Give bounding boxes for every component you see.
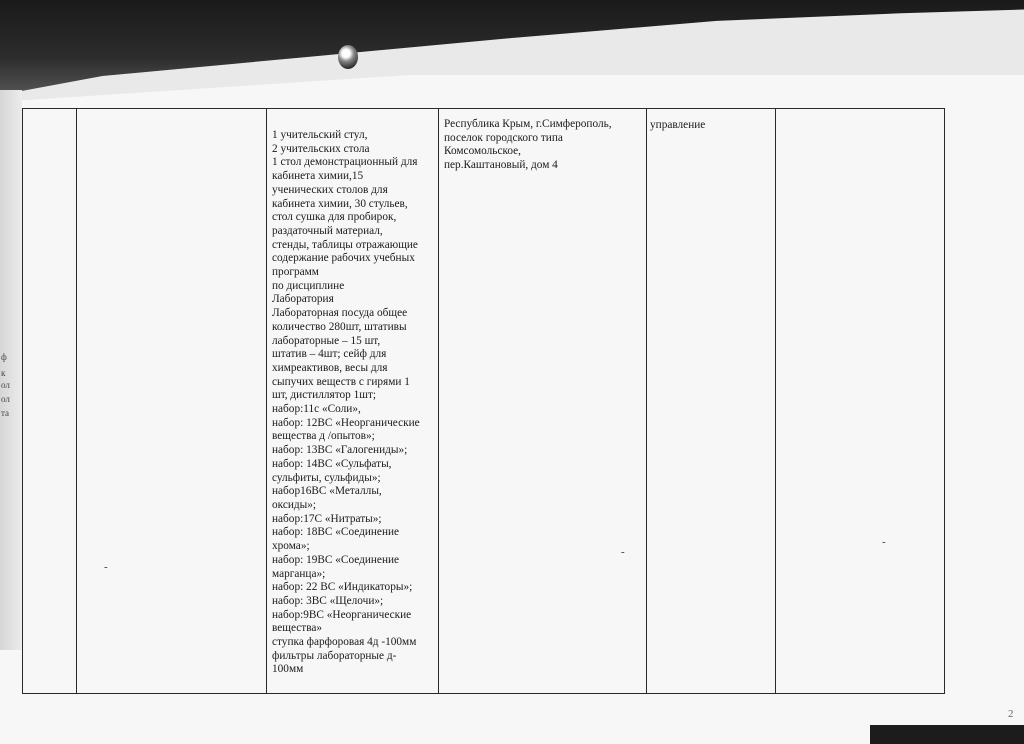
table-row xyxy=(23,109,945,694)
cell-ownership xyxy=(647,109,776,694)
margin-fragment: та xyxy=(1,408,10,418)
dash-mark: - xyxy=(882,536,886,548)
equipment-line: ученических столов для xyxy=(272,183,388,196)
equipment-line: набор:17С «Нитраты»; xyxy=(272,512,382,525)
equipment-line: хрома»; xyxy=(272,540,310,553)
equipment-line: кабинета химии, 30 стульев, xyxy=(272,197,408,210)
equipment-line: оксиды»; xyxy=(272,498,317,511)
equipment-line: стенды, таблицы отражающие xyxy=(272,238,418,251)
equipment-line: Лаборатория xyxy=(272,293,334,306)
equipment-line: набор: 3ВС «Щелочи»; xyxy=(272,594,384,607)
address-line: поселок городского типа xyxy=(444,131,563,144)
dash-mark: - xyxy=(104,561,108,573)
equipment-line: Лабораторная посуда общее xyxy=(272,307,408,320)
punch-hole xyxy=(338,45,358,69)
equipment-line: раздаточный материал, xyxy=(272,224,383,237)
equipment-line: набор16ВС «Металлы, xyxy=(272,485,382,498)
equipment-line: 1 стол демонстрационный для xyxy=(272,156,418,169)
equipment-line: вещества» xyxy=(272,622,323,635)
equipment-line: марганца»; xyxy=(272,567,326,580)
equipment-line: сыпучих веществ с гирями 1 xyxy=(272,375,410,388)
equipment-line: ступка фарфоровая 4д -100мм xyxy=(272,636,417,649)
equipment-line: набор: 12ВС «Неорганические xyxy=(272,416,420,429)
page-number: 2 xyxy=(1008,708,1014,720)
margin-fragment: ф xyxy=(1,352,7,362)
equipment-line: набор: 22 ВС «Индикаторы»; xyxy=(272,581,413,594)
equipment-line: сульфиты, сульфиды»; xyxy=(272,471,381,484)
address-line: Республика Крым, г.Симферополь, xyxy=(444,118,612,130)
dash-mark: - xyxy=(621,546,625,558)
equipment-line: набор: 19ВС «Соединение xyxy=(272,553,400,566)
equipment-line: 100мм xyxy=(272,663,304,676)
equipment-line: набор:9ВС «Неорганические xyxy=(272,608,412,621)
margin-fragment: ол xyxy=(1,394,10,404)
equipment-line: программ xyxy=(272,266,319,279)
equipment-line: штатив – 4шт; сейф для xyxy=(272,348,387,361)
cell-equipment xyxy=(267,109,439,694)
equipment-line: вещества д /опытов»; xyxy=(272,430,375,443)
ownership-value: управление xyxy=(650,119,706,131)
address-line: пер.Каштановый, дом 4 xyxy=(444,159,558,172)
equipment-line: шт, дистиллятор 1шт; xyxy=(272,389,377,402)
equipment-line: стол сушка для пробирок, xyxy=(272,211,397,224)
adjacent-page-strip xyxy=(0,90,22,650)
ownership-text xyxy=(647,109,775,133)
equipment-line: 1 учительский стул, xyxy=(272,129,368,141)
cell-address xyxy=(439,109,647,694)
equipment-line: по дисциплине xyxy=(272,279,345,292)
equipment-line: 2 учительских стола xyxy=(272,142,370,155)
equipment-line: набор: 14ВС «Сульфаты, xyxy=(272,457,392,470)
equipment-line: количество 280шт, штативы xyxy=(272,320,407,333)
equipment-line: набор: 18ВС «Соединение xyxy=(272,526,400,539)
scan-shadow-bottom xyxy=(870,725,1024,744)
cell-number xyxy=(23,109,77,694)
address-text xyxy=(439,109,646,173)
equipment-line: фильтры лабораторные д- xyxy=(272,649,397,662)
equipment-line: содержание рабочих учебных xyxy=(272,252,415,265)
equipment-list xyxy=(267,109,438,677)
equipment-line: набор: 13ВС «Галогениды»; xyxy=(272,444,408,457)
cell-details xyxy=(776,109,945,694)
equipment-line: химреактивов, весы для xyxy=(272,361,388,374)
address-line: Комсомольское, xyxy=(444,145,521,158)
equipment-line: набор:11с «Соли», xyxy=(272,403,361,416)
equipment-line: кабинета химии,15 xyxy=(272,170,364,183)
equipment-table xyxy=(22,108,945,694)
margin-fragment: к xyxy=(1,368,6,378)
margin-fragment: ол xyxy=(1,380,10,390)
cell-room-name xyxy=(77,109,267,694)
equipment-line: лабораторные – 15 шт, xyxy=(272,334,381,347)
